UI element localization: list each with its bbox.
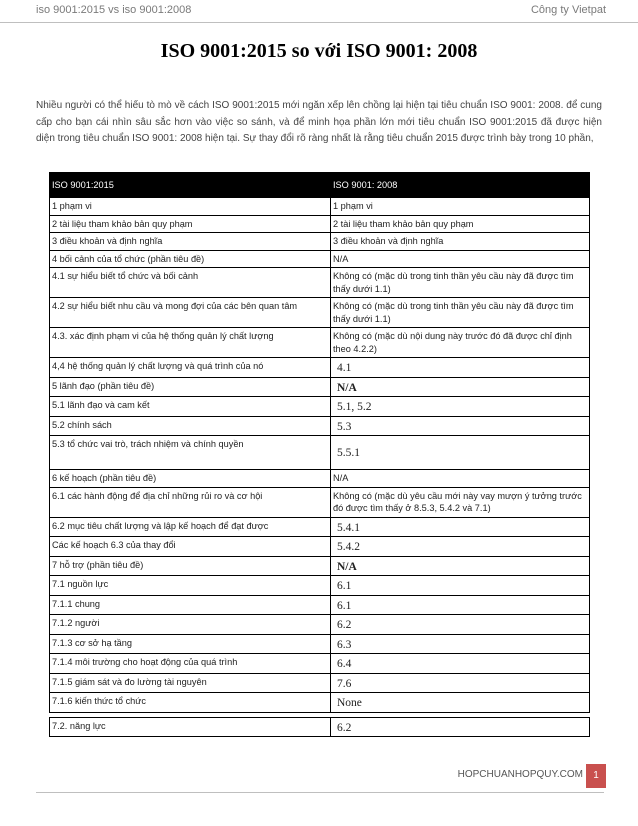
cell-2008: N/A — [331, 556, 590, 576]
cell-2008: 7.6 — [331, 673, 590, 693]
cell-2015: Các kế hoạch 6.3 của thay đổi — [50, 537, 331, 557]
cell-2015: 4 bối cảnh của tổ chức (phần tiêu đề) — [50, 250, 331, 268]
cell-2015: 7.1.2 người — [50, 615, 331, 635]
table-row — [50, 517, 590, 537]
page-footer — [0, 760, 638, 795]
table-row — [50, 556, 590, 576]
table-row — [50, 298, 590, 328]
table-row — [50, 198, 590, 216]
cell-2008: 4.1 — [331, 358, 590, 378]
cell-2008: 6.3 — [331, 634, 590, 654]
cell-2015: 7.1.3 cơ sở hạ tầng — [50, 634, 331, 654]
cell-2008: 3 điều khoản và định nghĩa — [331, 233, 590, 251]
page-header — [0, 0, 638, 23]
cell-2008: N/A — [331, 377, 590, 397]
cell-2008: Không có (mặc dù trong tinh thần yêu cầu này đã được tìm thấy dưới 1.1) — [331, 298, 590, 328]
table-row — [50, 233, 590, 251]
cell-2008: 6.1 — [331, 595, 590, 615]
col1-header: ISO 9001:2015 — [50, 173, 331, 198]
cell-2008: 6.4 — [331, 654, 590, 674]
cell-2015: 7.2. năng lực — [50, 717, 331, 737]
cell-2008: Không có (mặc dù nội dung này trước đó đã được chỉ định theo 4.2.2) — [331, 328, 590, 358]
table-row — [50, 268, 590, 298]
table-row — [50, 654, 590, 674]
table-row — [50, 470, 590, 488]
cell-2015: 7.1.1 chung — [50, 595, 331, 615]
cell-2008: 5.4.2 — [331, 537, 590, 557]
cell-2015: 4.1 sự hiểu biết tổ chức và bối cảnh — [50, 268, 331, 298]
table-row — [50, 215, 590, 233]
cell-2008: 5.4.1 — [331, 517, 590, 537]
cell-2008: 5.5.1 — [331, 436, 590, 470]
cell-2015: 5.3 tổ chức vai trò, trách nhiệm và chính quyền — [50, 436, 331, 470]
table-row — [50, 615, 590, 635]
cell-2008: Không có (mặc dù trong tinh thần yêu cầu này đã được tìm thấy dưới 1.1) — [331, 268, 590, 298]
cell-2015: 1 phạm vi — [50, 198, 331, 216]
cell-2008: N/A — [331, 470, 590, 488]
col2-header: ISO 9001: 2008 — [331, 173, 590, 198]
footer-divider — [36, 792, 604, 793]
cell-2008: 2 tài liệu tham khảo bản quy phạm — [331, 215, 590, 233]
table-row — [50, 576, 590, 596]
cell-2015: 7.1.4 môi trường cho hoạt động của quá trình — [50, 654, 331, 674]
table-row — [50, 377, 590, 397]
cell-2015: 6 kế hoạch (phần tiêu đề) — [50, 470, 331, 488]
table-row — [50, 595, 590, 615]
cell-2008: 1 phạm vi — [331, 198, 590, 216]
table-row — [50, 397, 590, 417]
cell-2008: 6.2 — [331, 717, 590, 737]
cell-2015: 3 điều khoản và định nghĩa — [50, 233, 331, 251]
table-row — [50, 673, 590, 693]
table-row — [50, 537, 590, 557]
cell-2015: 2 tài liệu tham khảo bản quy phạm — [50, 215, 331, 233]
cell-2008: Không có (mặc dù yêu cầu mới này vay mượn ý tưởng trước đó được tìm thấy ở 8.5.3, 5.4.2 và 7.1) — [331, 487, 590, 517]
cell-2015: 7.1.5 giám sát và đo lường tài nguyên — [50, 673, 331, 693]
page-number: 1 — [586, 764, 606, 788]
cell-2008: None — [331, 693, 590, 713]
cell-2015: 7.1.6 kiến thức tổ chức — [50, 693, 331, 713]
table-row — [50, 358, 590, 378]
table-row — [50, 693, 590, 713]
cell-2015: 6.2 mục tiêu chất lượng và lập kế hoạch để đạt được — [50, 517, 331, 537]
page-title: ISO 9001:2015 so với ISO 9001: 2008 — [160, 40, 478, 62]
table-row — [50, 416, 590, 436]
cell-2015: 5 lãnh đạo (phần tiêu đề) — [50, 377, 331, 397]
cell-2008: N/A — [331, 250, 590, 268]
cell-2015: 7 hỗ trợ (phần tiêu đề) — [50, 556, 331, 576]
table-row — [50, 487, 590, 517]
table-row — [50, 717, 590, 737]
header-right-text: Công ty Vietpat — [530, 4, 606, 16]
cell-2015: 4.3. xác định phạm vi của hệ thống quản lý chất lượng — [50, 328, 331, 358]
comparison-table — [49, 172, 590, 737]
cell-2008: 6.1 — [331, 576, 590, 596]
cell-2008: 5.3 — [331, 416, 590, 436]
cell-2015: 7.1 nguồn lực — [50, 576, 331, 596]
cell-2015: 5.2 chính sách — [50, 416, 331, 436]
footer-site: HOPCHUANHOPQUY.COM — [457, 769, 583, 780]
cell-2008: 5.1, 5.2 — [331, 397, 590, 417]
cell-2015: 4,4 hệ thống quản lý chất lượng và quá trình của nó — [50, 358, 331, 378]
intro-paragraph: Nhiều người có thể hiếu tò mò về cách ISO 9001:2015 mới ngăn xếp lên chồng lại hiện tại tiêu chuẩn ISO 9001: 2008. để cung cấp cho bạn cái nhìn sâu sắc hơn vào việc so sánh, và để minh họa phần lớn mới tiêu chuẩn ISO 9001:2015 đã được hiện diện trong tiêu chuẩn ISO 9001: 2008 hiện tại. Sự thay đổi rõ ràng nhất là rằng tiêu chuẩn 2015 được trình bày trong 10 phần, — [36, 100, 602, 144]
table-row — [50, 634, 590, 654]
table-header-row — [50, 173, 590, 198]
cell-2015: 5.1 lãnh đạo và cam kết — [50, 397, 331, 417]
cell-2015: 6.1 các hành động để địa chỉ những rủi ro và cơ hội — [50, 487, 331, 517]
table-row — [50, 328, 590, 358]
cell-2015: 4.2 sự hiểu biết nhu cầu và mong đợi của các bên quan tâm — [50, 298, 331, 328]
cell-2008: 6.2 — [331, 615, 590, 635]
table-row — [50, 436, 590, 470]
table-row — [50, 250, 590, 268]
header-left-text: iso 9001:2015 vs iso 9001:2008 — [36, 4, 192, 16]
